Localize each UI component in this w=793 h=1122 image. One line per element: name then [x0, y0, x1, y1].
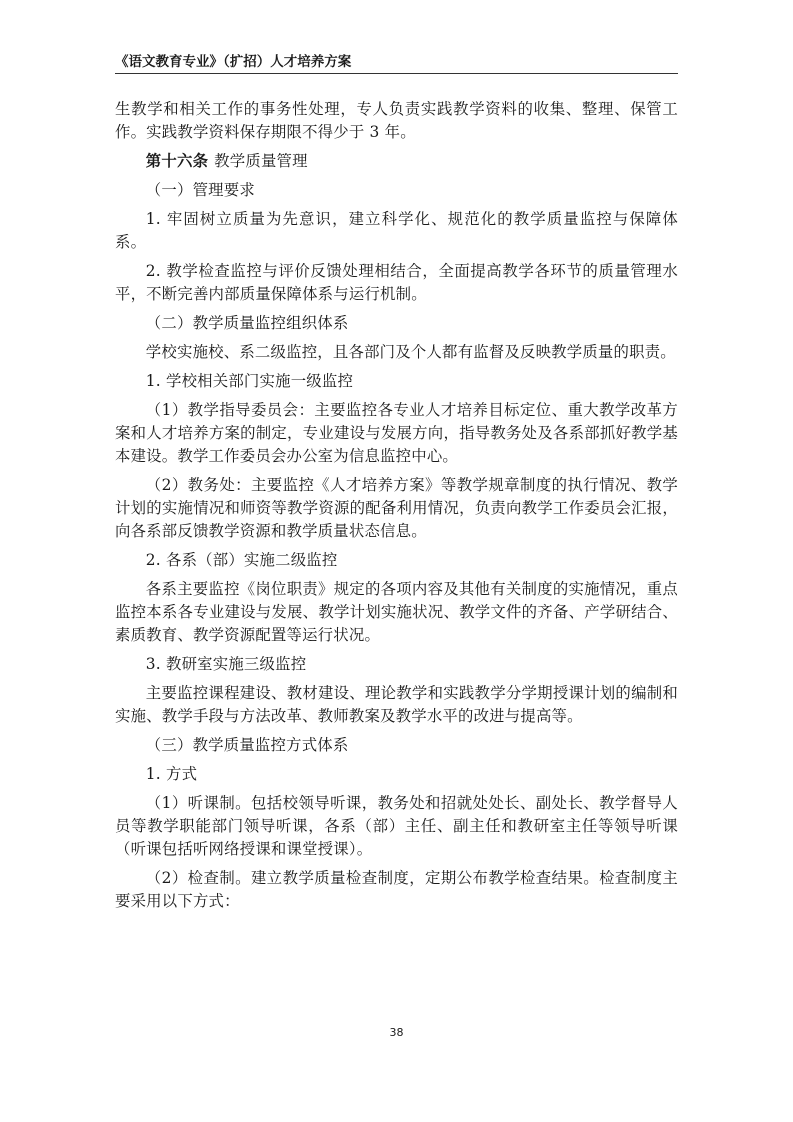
- page-header: 《语文教育专业》（扩招）人才培养方案: [115, 54, 352, 70]
- paragraph-item: （1）教学指导委员会：主要监控各专业人才培养目标定位、重大教学改革方案和人才培养方案的制定，专业建设与发展方向，指导教务处及各系部抓好教学基本建设。教学工作委员会办公室为信息监控中心。: [115, 401, 678, 465]
- paragraph-continuation: 生教学和相关工作的事务性处理，专人负责实践教学资料的收集、整理、保管工作。实践教学资料保存期限不得少于 3 年。: [115, 100, 678, 141]
- subheading-organization-system: （二）教学质量监控组织体系: [145, 314, 349, 332]
- paragraph-item: （2）教务处：主要监控《人才培养方案》等教学规章制度的执行情况、教学计划的实施情况和师资等教学资源的配备利用情况，负责向教学工作委员会汇报，向各系部反馈教学资源和教学质量状态信息。: [115, 476, 678, 540]
- article-title: 教学质量管理: [214, 152, 308, 170]
- paragraph-text: 主要监控课程建设、教材建设、理论教学和实践教学分学期授课计划的编制和实施、教学手段与方法改革、教师教案及教学水平的改进与提高等。: [115, 684, 678, 725]
- paragraph-text: 各系主要监控《岗位职责》规定的各项内容及其他有关制度的实施情况，重点监控本系各专业建设与发展、教学计划实施状况、教学文件的齐备、产学研结合、素质教育、教学资源配置等运行状况。: [115, 580, 678, 644]
- section-heading: [115, 150, 678, 173]
- paragraph-item: 1. 牢固树立质量为先意识，建立科学化、规范化的教学质量监控与保障体系。: [115, 210, 678, 251]
- paragraph-item: 1. 学校相关部门实施一级监控: [145, 372, 354, 390]
- paragraph-item: 1. 方式: [145, 765, 198, 783]
- subheading-monitoring-methods: （三）教学质量监控方式体系: [145, 736, 349, 754]
- article-number: 第十六条: [145, 152, 209, 170]
- paragraph-item: （2）检查制。建立教学质量检查制度，定期公布教学检查结果。检查制度主要采用以下方式：: [115, 869, 678, 910]
- subheading-management-requirements: （一）管理要求: [145, 181, 255, 199]
- paragraph-text: 学校实施校、系二级监控，且各部门及个人都有监督及反映教学质量的职责。: [145, 343, 676, 361]
- paragraph-item: （1）听课制。包括校领导听课，教务处和招就处处长、副处长、教学督导人员等教学职能部门领导听课，各系（部）主任、副主任和教研室主任等领导听课（听课包括听网络授课和课堂授课）。: [115, 794, 678, 858]
- paragraph-item: 2. 各系（部）实施二级监控: [145, 551, 338, 569]
- document-body: [115, 98, 678, 913]
- paragraph-item: 3. 教研室实施三级监控: [145, 655, 307, 673]
- paragraph-item: 2. 教学检查监控与评价反馈处理相结合，全面提高教学各环节的质量管理水平，不断完善内部质量保障体系与运行机制。: [115, 262, 678, 303]
- page-number: 38: [389, 1026, 404, 1039]
- header-rule: [115, 73, 678, 74]
